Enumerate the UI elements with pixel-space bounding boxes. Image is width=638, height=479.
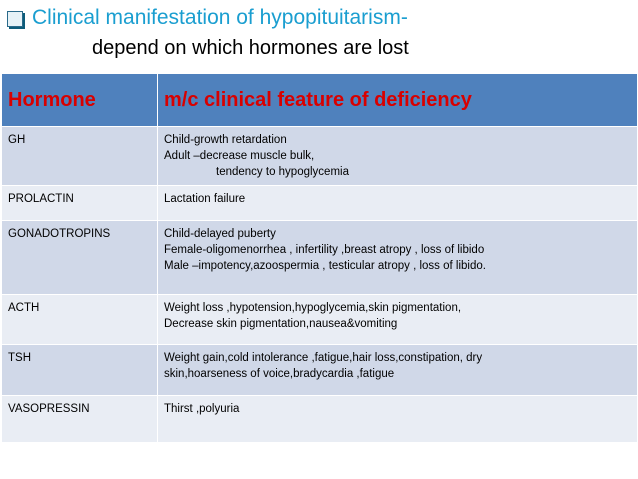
features-cell (158, 127, 638, 186)
features-cell (158, 345, 638, 396)
hormone-deficiency-table (1, 73, 638, 443)
features-cell (158, 221, 638, 295)
table-header-row (2, 74, 638, 127)
feature-line: Female-oligomenorrhea , infertility ,breast atropy , loss of libido (164, 244, 485, 256)
feature-line: Child-growth retardation (164, 134, 287, 146)
feature-line: Weight gain,cold intolerance ,fatigue,hair loss,constipation, dry (164, 352, 483, 364)
table-row (2, 127, 638, 186)
feature-line: Thirst ,polyuria (164, 403, 240, 415)
slide-subtitle: depend on which hormones are lost (92, 37, 409, 59)
table-row (2, 345, 638, 396)
feature-line: Lactation failure (164, 193, 246, 205)
slide-heading (6, 4, 632, 62)
feature-line: skin,hoarseness of voice,bradycardia ,fatigue (164, 368, 395, 380)
feature-line: Male –impotency,azoospermia , testicular atropy , loss of libido. (164, 260, 486, 272)
hormone-cell: GH (2, 127, 158, 186)
hormone-cell: GONADOTROPINS (2, 221, 158, 295)
header-clinical-feature: m/c clinical feature of deficiency (158, 74, 638, 127)
features-cell (158, 295, 638, 345)
features-cell (158, 186, 638, 221)
feature-line: Decrease skin pigmentation,nausea&vomiting (164, 318, 398, 330)
feature-line: Child-delayed puberty (164, 228, 276, 240)
header-hormone: Hormone (2, 74, 158, 127)
features-cell (158, 396, 638, 443)
feature-line: Adult –decrease muscle bulk, (164, 150, 315, 162)
feature-line: Weight loss ,hypotension,hypoglycemia,skin pigmentation, (164, 302, 462, 314)
table-row (2, 221, 638, 295)
feature-line: tendency to hypoglycemia (216, 166, 349, 178)
slide-title: Clinical manifestation of hypopituitarism- (32, 6, 408, 29)
table-row (2, 396, 638, 443)
table-row (2, 295, 638, 345)
table-row (2, 186, 638, 221)
hormone-cell: ACTH (2, 295, 158, 345)
hormone-cell: VASOPRESSIN (2, 396, 158, 443)
checkbox-bullet-icon (6, 10, 24, 28)
hormone-cell: TSH (2, 345, 158, 396)
hormone-cell: PROLACTIN (2, 186, 158, 221)
